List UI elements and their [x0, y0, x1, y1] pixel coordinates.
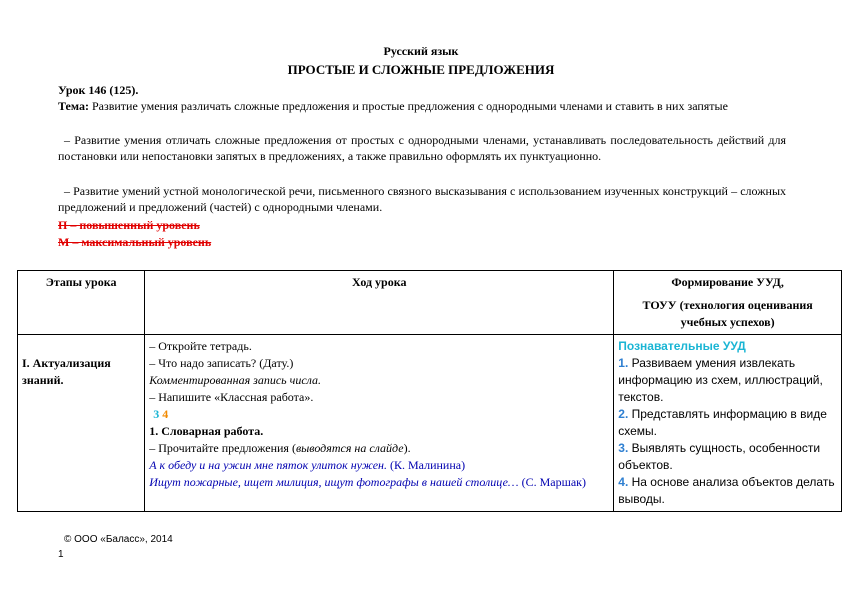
stage-cell: I. Актуализация знаний. [18, 335, 145, 512]
example-sentence-1 [149, 457, 609, 474]
uud-title: Познавательные УУД [618, 339, 746, 353]
page-title: ПРОСТЫЕ И СЛОЖНЫЕ ПРЕДЛОЖЕНИЯ [287, 62, 555, 77]
topic-text: Развитие умения различать сложные предложения и простые предложения с однородными членами и ставить в них запятые [88, 99, 728, 113]
uud-num: 2. [618, 407, 629, 421]
level-marker-3: 3 [153, 407, 160, 421]
topic-label: Тема: [58, 99, 89, 113]
copyright: © ООО «Баласс», 2014 [64, 534, 173, 545]
uud-text: Представлять информацию в виде схемы. [618, 407, 827, 438]
course-line [149, 440, 609, 457]
level-p: П – повышенный уровень [58, 218, 200, 232]
sentence-author: (С. Маршак) [518, 475, 586, 489]
course-line: – Откройте тетрадь. [149, 339, 252, 353]
uud-num: 1. [618, 356, 629, 370]
table-header-row [18, 271, 842, 335]
level-m: М – максимальный уровень [58, 235, 212, 249]
header-uud [614, 271, 842, 335]
sentence-text: А к обеду и на ужин мне пяток улиток нужен. [149, 458, 387, 472]
text-part: – Прочитайте предложения ( [149, 441, 296, 455]
lesson-plan-table [17, 270, 842, 512]
text-part: ). [403, 441, 411, 455]
header-stages: Этапы урока [18, 271, 145, 335]
text-part: выводятся на слайде [295, 441, 404, 455]
lesson-topic [58, 98, 786, 114]
sentence-text: Ищут пожарные, ищет милиция, ищут фотографы в нашей столице… [149, 475, 519, 489]
header-uud-title: Формирование УУД, [671, 275, 784, 289]
lesson-number: Урок 146 (125). [58, 83, 139, 97]
goal-1: – Развитие умения отличать сложные предложения от простых с однородными членами, устанавливать последовательность действий для постановки или непостановки запятых в предложениях, а также правильно оформлять их пунктуационно. [58, 133, 786, 163]
goal-2: – Развитие умений устной монологической речи, письменного связного высказывания с использованием изученных конструкций – сложных предложений и предложений (частей) с однородными членами. [58, 184, 786, 214]
uud-item [618, 406, 837, 440]
course-line: – Что надо записать? (Дату.) [149, 356, 294, 370]
example-sentence-2 [149, 474, 609, 491]
course-line: Комментированная запись числа. [149, 373, 322, 387]
sentence-author: (К. Малинина) [386, 458, 466, 472]
page-number: 1 [58, 549, 64, 560]
uud-num: 4. [618, 475, 629, 489]
table-row [18, 335, 842, 512]
uud-item [618, 355, 837, 406]
level-marker-4: 4 [162, 407, 169, 421]
uud-num: 3. [618, 441, 629, 455]
subject-heading: Русский язык [383, 44, 459, 58]
header-course: Ход урока [145, 271, 614, 335]
vocab-heading: 1. Словарная работа. [149, 424, 264, 438]
uud-text: Выявлять сущность, особенности объектов. [618, 441, 821, 472]
uud-text: На основе анализа объектов делать выводы. [618, 475, 835, 506]
uud-cell [614, 335, 842, 512]
uud-item [618, 440, 837, 474]
header-uud-subtitle: ТОУУ (технология оценивания учебных успехов) [642, 298, 813, 329]
course-cell [145, 335, 614, 512]
level-markers [149, 406, 609, 423]
uud-text: Развиваем умения извлекать информацию из схем, иллюстраций, текстов. [618, 356, 823, 404]
uud-item [618, 474, 837, 508]
course-line: – Напишите «Классная работа». [149, 390, 314, 404]
